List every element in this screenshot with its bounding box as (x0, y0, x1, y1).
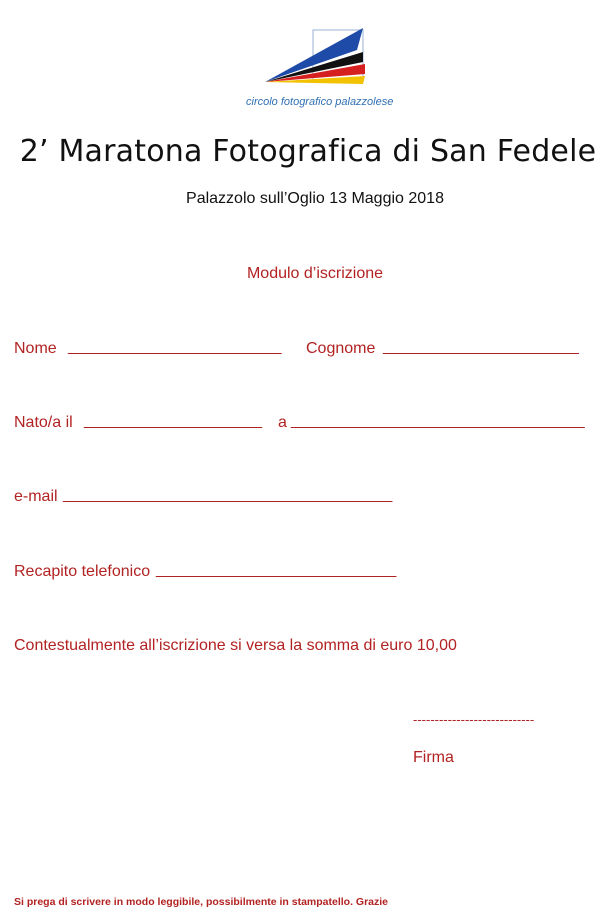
quota-statement: Contestualmente all’iscrizione si versa la somma di euro 10,00 (14, 637, 457, 654)
footer-note: Si prega di scrivere in modo leggibile, possibilmente in stampatello. Grazie (14, 896, 389, 908)
telefono-field[interactable]: ___________________________ (156, 561, 397, 578)
nome-label: Nome (14, 340, 57, 357)
nome-field[interactable]: ________________________ (68, 338, 282, 355)
event-place-date: Palazzolo sull’Oglio 13 Maggio 2018 (186, 190, 444, 207)
firma-label: Firma (413, 749, 454, 766)
logo-caption: circolo fotografico palazzolese (246, 96, 394, 108)
nato-date-field[interactable]: ____________________ (84, 412, 262, 429)
luogo-field[interactable]: _________________________________ (291, 412, 585, 429)
nato-label: Nato/a il (14, 414, 73, 431)
email-label: e-mail (14, 488, 58, 505)
luogo-label: a (278, 414, 287, 431)
cognome-label: Cognome (306, 340, 376, 357)
telefono-label: Recapito telefonico (14, 563, 151, 580)
form-heading: Modulo d’iscrizione (246, 265, 384, 282)
logo-graphic (245, 22, 395, 102)
cognome-field[interactable]: ______________________ (383, 338, 579, 355)
email-field[interactable]: _____________________________________ (63, 486, 393, 503)
firma-field[interactable]: ---------------------------- (413, 712, 535, 727)
page-title: 2’ Maratona Fotografica di San Fedele (19, 134, 597, 169)
